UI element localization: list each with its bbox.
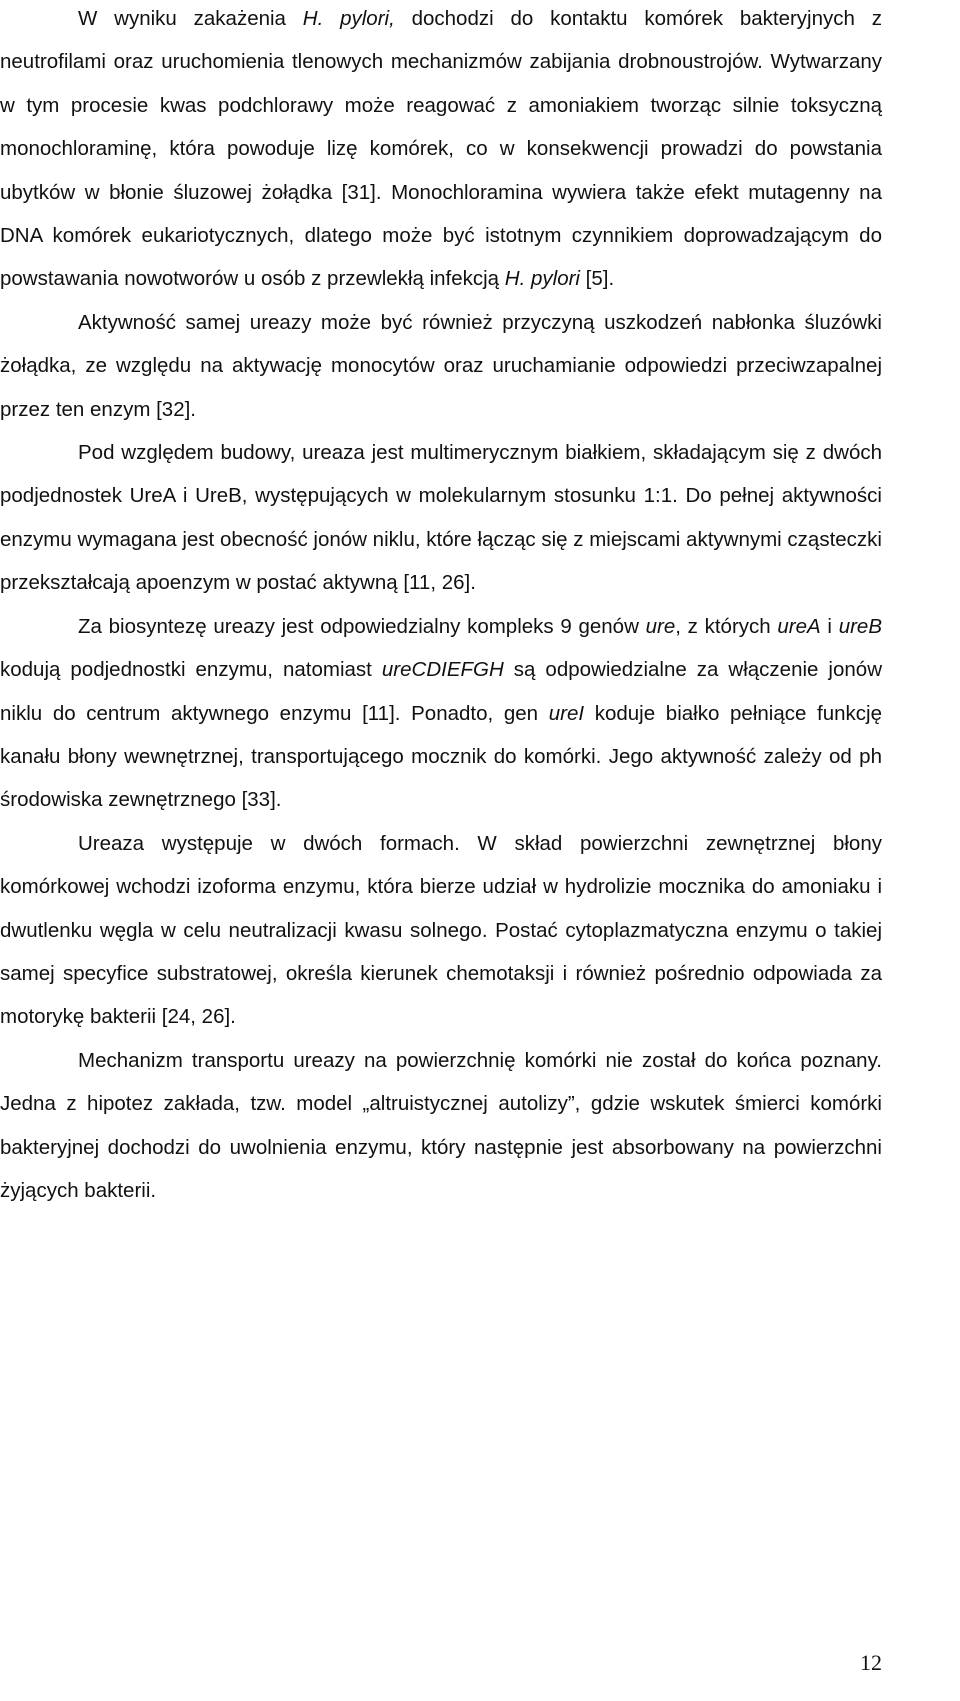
text-run: dochodzi do kontaktu komórek bakteryjnych z neutrofilami oraz uruchomienia tlenowych mechanizmów zabijania drobnoustrojów. Wytwarzany w tym procesie kwas podchlorawy może reagować z amoniakiem tworząc silnie toksyczną monochloraminę, która powoduje lizę komórek, co w konsekwencji prowadzi do powstania ubytków w błonie śluzowej żołądka [31]. Monochloramina wywiera także efekt mutagenny na DNA komórek eukariotycznych, dlatego może być istotnym czynnikiem doprowadzającym do powstawania nowotworów u osób z przewlekłą infekcją [0,7,882,291]
text-run: Za biosyntezę ureazy jest odpowiedzialny kompleks 9 genów [78,614,646,638]
text-run: kodują podjednostki enzymu, natomiast [0,658,382,682]
paragraph [0,1039,882,1213]
italic-text-run: ureB [838,614,883,638]
text-run: są odpowiedzialne za włączenie jonów niklu do centrum aktywnego enzymu [11]. Ponadto, gen [0,658,882,725]
text-run: [5]. [579,267,615,291]
text-run: W wyniku zakażenia [78,7,303,30]
italic-text-run: ureI [548,701,585,725]
text-run: , z których [675,614,778,638]
text-run: Aktywność samej ureazy może być również przyczyną uszkodzeń nabłonka śluzówki żołądka, ze względu na aktywację monocytów oraz uruchamianie odpowiedzi przeciwzapalnej przez ten enzym [32]. [0,310,882,421]
italic-text-run: ureA [777,614,821,638]
page-number: 12 [860,1650,882,1675]
paragraph [0,822,882,1039]
italic-text-run: H. pylori, [302,7,395,30]
text-run: Mechanizm transportu ureazy na powierzchnię komórki nie został do końca poznany. Jedna z hipotez zakłada, tzw. model „altruistycznej autolizy”, gdzie wskutek śmierci komórki bakteryjnej dochodzi do uwolnienia enzymu, który następnie jest absorbowany na powierzchni żyjących bakterii. [0,1048,882,1202]
text-run: Ureaza występuje w dwóch formach. W skład powierzchni zewnętrznej błony komórkowej wchodzi izoforma enzymu, która bierze udział w hydrolizie mocznika do amoniaku i dwutlenku węgla w celu neutralizacji kwasu solnego. Postać cytoplazmatyczna enzymu o takiej samej specyfice substratowej, określa kierunek chemotaksji i również pośrednio odpowiada za motorykę bakterii [24, 26]. [0,831,882,1029]
italic-text-run: ure [645,614,676,638]
italic-text-run: ureCDIEFGH [381,658,504,682]
text-run: i [820,614,839,638]
paragraph [0,431,882,605]
italic-text-run: H. pylori [504,267,580,291]
text-run: Pod względem budowy, ureaza jest multimerycznym białkiem, składającym się z dwóch podjednostek UreA i UreB, występujących w molekularnym stosunku 1:1. Do pełnej aktywności enzymu wymagana jest obecność jonów niklu, które łącząc się z miejscami aktywnymi cząsteczki przekształcają apoenzym w postać aktywną [11, 26]. [0,441,882,595]
text-run: koduje białko pełniące funkcję kanału błony wewnętrznej, transportującego mocznik do komórki. Jego aktywność zależy od ph środowiska zewnętrznego [33]. [0,701,882,812]
paragraph [0,0,882,301]
paragraph [0,301,882,431]
paragraph [0,605,882,822]
